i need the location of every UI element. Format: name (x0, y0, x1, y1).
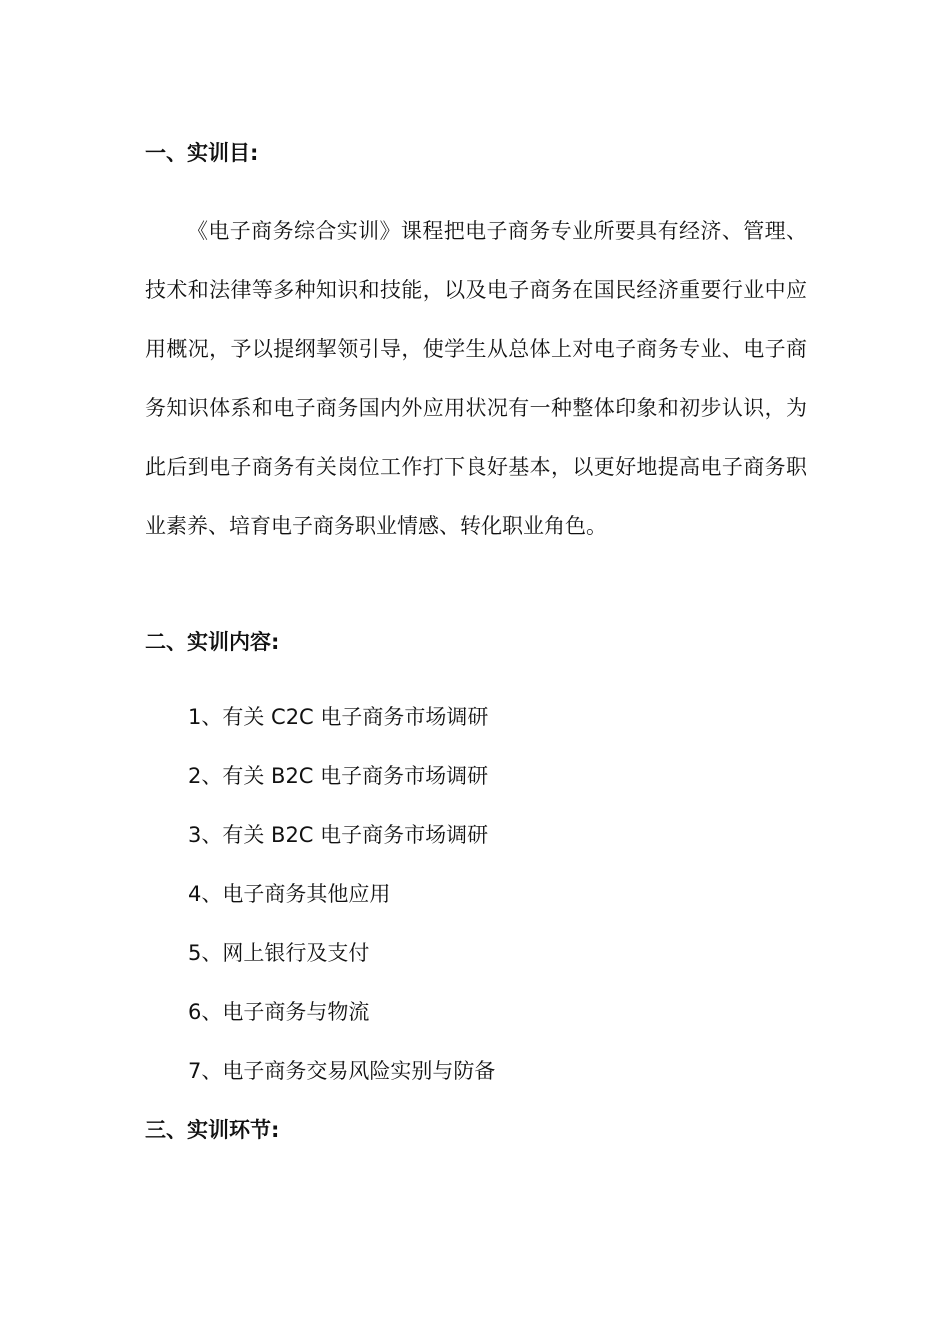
section-heading-content: 二、实训内容: (145, 630, 280, 654)
list-item: 2、有关 B2C 电子商务市场调研 (188, 764, 489, 788)
section-heading-steps: 三、实训环节: (145, 1118, 280, 1142)
list-item: 6、电子商务与物流 (188, 1000, 370, 1024)
list-item: 7、电子商务交易风险实别与防备 (188, 1059, 496, 1083)
list-item: 3、有关 B2C 电子商务市场调研 (188, 823, 489, 847)
list-item: 1、有关 C2C 电子商务市场调研 (188, 705, 489, 729)
list-item: 4、电子商务其他应用 (188, 882, 391, 906)
content-list (188, 688, 495, 1101)
list-item: 5、网上银行及支付 (188, 941, 370, 965)
section-heading-objectives: 一、实训目: (145, 141, 259, 165)
objectives-paragraph: 《电子商务综合实训》课程把电子商务专业所要具有经济、管理、技术和法律等多种知识和技能，以及电子商务在国民经济重要行业中应用概况，予以提纲挈领引导，使学生从总体上对电子商务专业、电子商务知识体系和电子商务国内外应用状况有一种整体印象和初步认识，为此后到电子商务有关岗位工作打下良好基本，以更好地提高电子商务职业素养、培育电子商务职业情感、转化职业角色。 (145, 219, 807, 538)
